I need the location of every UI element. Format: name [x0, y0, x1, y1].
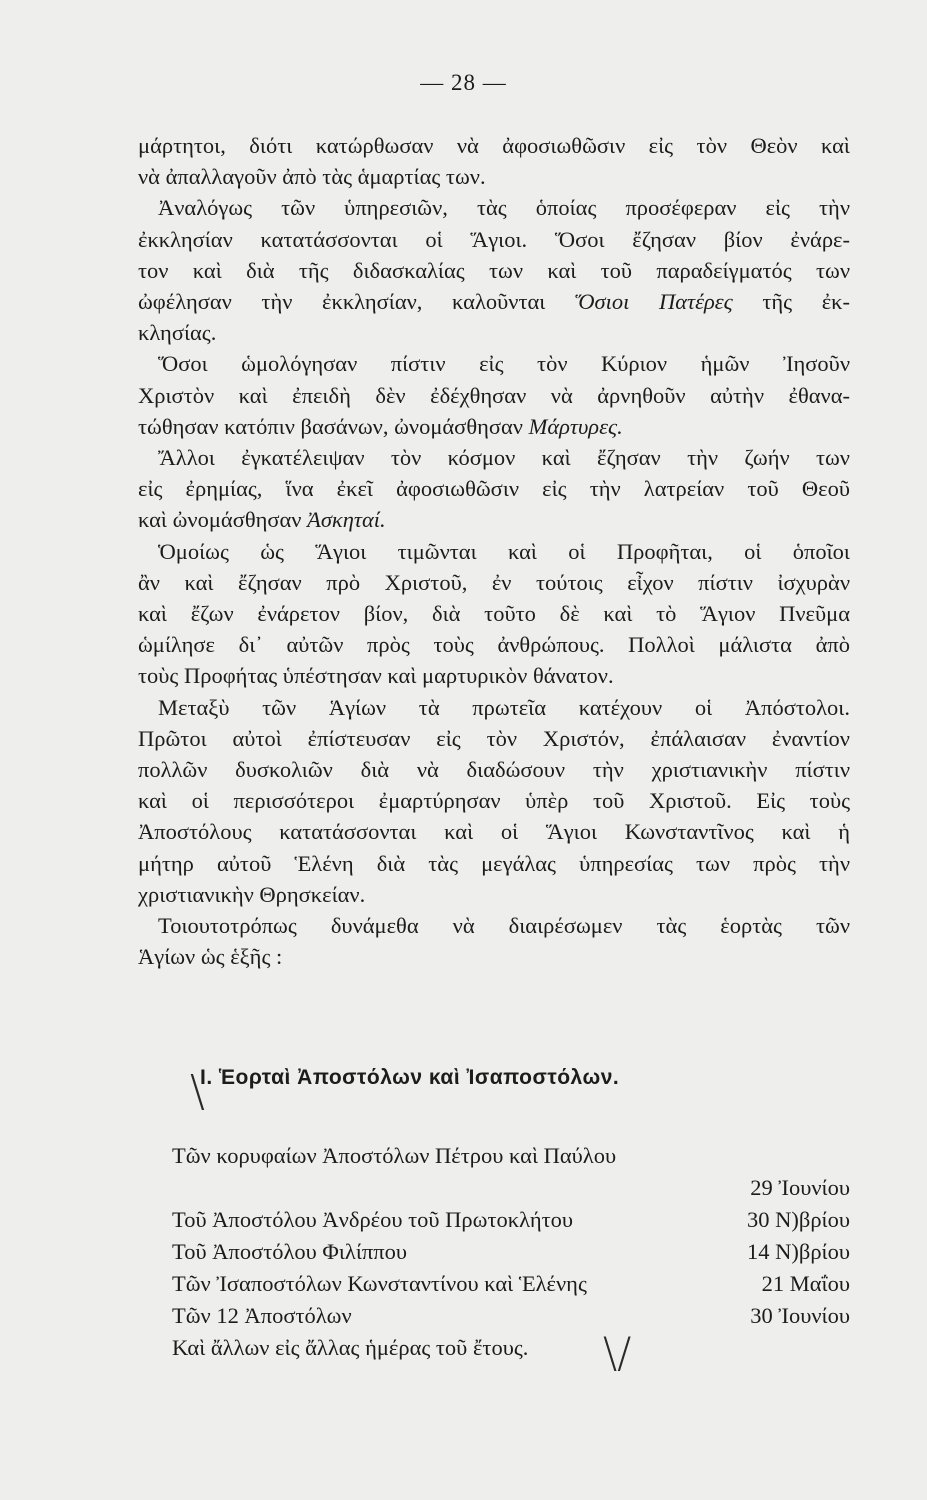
- feast-row: [172, 1236, 850, 1268]
- text-line: νὰ ἀπαλλαγοῦν ἀπὸ τὰς ἁμαρτίας των.: [138, 164, 486, 190]
- feast-list: [172, 1140, 850, 1364]
- text-line: Πρῶτοι αὐτοὶ ἐπίστευσαν εἰς τὸν Χριστόν, ἐπάλαισαν ἐναντίον: [138, 725, 850, 751]
- text-line: [138, 286, 850, 317]
- italic-term-hosioi-pateres: Ὅσιοι Πατέρες: [574, 289, 733, 315]
- feast-name: Τῶν 12 Ἀποστόλων: [172, 1303, 352, 1328]
- text-line: μήτηρ αὐτοῦ Ἑλένη διὰ τὰς μεγάλας ὑπηρεσίας των πρὸς τὴν: [138, 850, 850, 876]
- text-line: χριστιανικὴν Θρησκείαν.: [138, 881, 366, 907]
- text-line: κλησίας.: [138, 320, 217, 346]
- text-line: τον καὶ διὰ τῆς διδασκαλίας των καὶ τοῦ παραδείγματός των: [138, 257, 850, 283]
- feast-row: [172, 1332, 850, 1364]
- text-line: [138, 411, 850, 442]
- feast-date: 30 Ν)βρίου: [747, 1207, 850, 1232]
- text-line: Χριστὸν καὶ ἐπειδὴ δὲν ἐδέχθησαν νὰ ἀρνηθοῦν αὐτὴν ἐθανα-: [138, 382, 850, 408]
- handwritten-check-mark: \: [190, 1066, 205, 1117]
- feast-row: [172, 1300, 850, 1332]
- text-line: [138, 504, 850, 535]
- handwritten-check-mark: \/: [603, 1328, 632, 1377]
- feast-date: 21 Μαΐου: [761, 1271, 850, 1296]
- text-line: Τοιουτοτρόπως δυνάμεθα νὰ διαιρέσωμεν τὰς ἑορτὰς τῶν: [158, 913, 850, 939]
- text-fragment: τῆς ἐκ-: [762, 289, 850, 315]
- text-line: Ἄλλοι ἐγκατέλειψαν τὸν κόσμον καὶ ἔζησαν τὴν ζωήν των: [158, 445, 850, 471]
- feast-name: Καὶ ἄλλων εἰς ἄλλας ἡμέρας τοῦ ἔτους.: [172, 1335, 529, 1360]
- feast-row: [172, 1140, 850, 1172]
- text-line: Ἀποστόλους κατατάσσονται καὶ οἱ Ἅγιοι Κωνσταντῖνος καὶ ἡ: [138, 819, 850, 845]
- text-line: ἐκκλησίαν κατατάσσονται οἱ Ἅγιοι. Ὅσοι ἔζησαν βίον ἐνάρε-: [138, 226, 850, 252]
- feast-row: [172, 1268, 850, 1300]
- feast-name: Τοῦ Ἀποστόλου Φιλίππου: [172, 1239, 407, 1264]
- text-line: καὶ οἱ περισσότεροι ἐμαρτύρησαν ὑπὲρ τοῦ Χριστοῦ. Εἰς τοὺς: [138, 788, 850, 814]
- page-number: — 28 —: [420, 70, 507, 95]
- feast-row: [172, 1204, 850, 1236]
- text-line: μάρτητοι, διότι κατώρθωσαν νὰ ἀφοσιωθῶσιν εἰς τὸν Θεὸν καὶ: [138, 133, 850, 158]
- feast-name: Τοῦ Ἀποστόλου Ἀνδρέου τοῦ Πρωτοκλήτου: [172, 1207, 574, 1232]
- body-text: [138, 130, 850, 972]
- text-line: Ἀναλόγως τῶν ὑπηρεσιῶν, τὰς ὁποίας προσέφεραν εἰς τὴν: [158, 195, 850, 221]
- text-line: Ὁμοίως ὡς Ἅγιοι τιμῶνται καὶ οἱ Προφῆται, οἱ ὁποῖοι: [158, 538, 850, 564]
- text-line: ἂν καὶ ἔζησαν πρὸ Χριστοῦ, ἐν τούτοις εἶχον πίστιν ἰσχυρὰν: [138, 569, 850, 595]
- text-line: Ἁγίων ὡς ἑξῆς :: [138, 944, 283, 970]
- text-line: τοὺς Προφήτας ὑπέστησαν καὶ μαρτυρικὸν θάνατον.: [138, 663, 614, 689]
- text-fragment: καὶ ὠνομάσθησαν: [138, 507, 302, 533]
- text-line: εἰς ἐρημίας, ἵνα ἐκεῖ ἀφοσιωθῶσιν εἰς τὴν λατρείαν τοῦ Θεοῦ: [138, 476, 850, 502]
- text-fragment: τώθησαν κατόπιν βασάνων, ὠνομάσθησαν: [138, 413, 523, 439]
- text-line: καὶ ἔζων ἐνάρετον βίον, διὰ τοῦτο δὲ καὶ τὸ Ἅγιον Πνεῦμα: [138, 601, 850, 627]
- feast-row: [172, 1172, 850, 1204]
- feast-name: Τῶν Ἰσαποστόλων Κωνσταντίνου καὶ Ἑλένης: [172, 1271, 587, 1296]
- feast-date: 30 Ἰουνίου: [750, 1303, 850, 1328]
- text-fragment: ὠφέλησαν τὴν ἐκκλησίαν, καλοῦνται: [138, 289, 546, 315]
- feast-date: 29 Ἰουνίου: [750, 1175, 850, 1200]
- feast-date: 14 Ν)βρίου: [747, 1239, 850, 1264]
- italic-term-martyres: Μάρτυρες.: [528, 413, 623, 439]
- text-line: ὡμίλησε δι᾽ αὐτῶν πρὸς τοὺς ἀνθρώπους. Πολλοὶ μάλιστα ἀπὸ: [138, 632, 850, 658]
- section-heading: Ι. Ἑορταὶ Ἀποστόλων καὶ Ἰσαποστόλων.: [200, 1066, 620, 1089]
- text-line: Μεταξὺ τῶν Ἁγίων τὰ πρωτεῖα κατέχουν οἱ Ἀπόστολοι.: [158, 694, 850, 720]
- text-line: Ὅσοι ὡμολόγησαν πίστιν εἰς τὸν Κύριον ἡμῶν Ἰησοῦν: [158, 351, 850, 377]
- text-line: πολλῶν δυσκολιῶν διὰ νὰ διαδώσουν τὴν χριστιανικὴν πίστιν: [138, 757, 850, 783]
- italic-term-asketai: Ἀσκηταί.: [307, 507, 386, 533]
- feast-name: Τῶν κορυφαίων Ἀποστόλων Πέτρου καὶ Παύλου: [172, 1143, 617, 1168]
